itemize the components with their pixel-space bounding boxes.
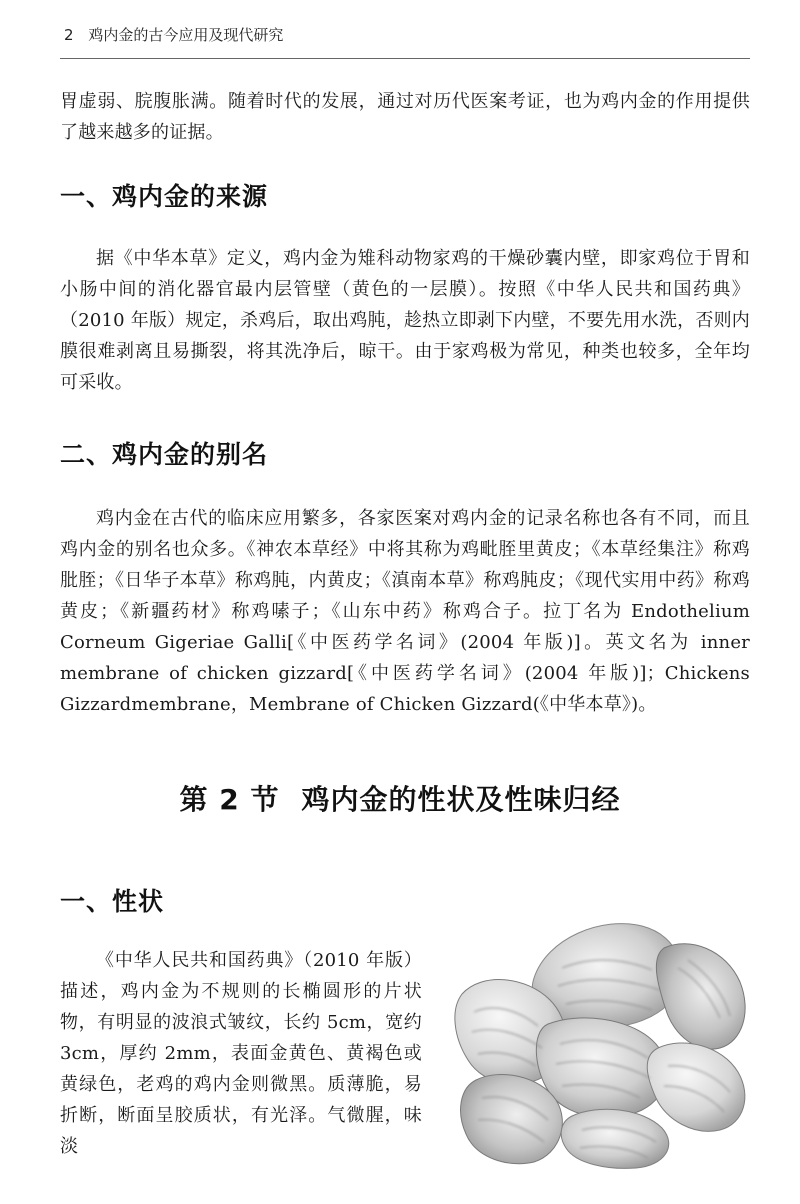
- section-heading-aliases: 二、鸡内金的别名: [60, 440, 269, 469]
- intro-paragraph: 胃虚弱、脘腹胀满。随着时代的发展，通过对历代医案考证，也为鸡内金的作用提供了越来越多的证据。: [60, 91, 750, 143]
- section-heading-properties: 一、性状: [60, 887, 165, 916]
- running-header: [64, 22, 283, 48]
- properties-paragraph: 《中华人民共和国药典》（2010 年版）描述，鸡内金为不规则的长椭圆形的片状物，有明显的波浪式皱纹，长约 5cm，宽约 3cm，厚约 2mm，表面金黄色、黄褐色或黄绿色，老鸡的鸡内金则微黑。质薄脆，易折断，断面呈胶质状，有光泽。气微腥，味淡: [60, 950, 422, 1157]
- chapter-section-title: 鸡内金的性状及性味归经: [301, 783, 621, 816]
- book-title: 鸡内金的古今应用及现代研究: [88, 26, 284, 44]
- chicken-gizzard-photo: [452, 908, 752, 1170]
- source-paragraph: 据《中华本草》定义，鸡内金为雉科动物家鸡的干燥砂囊内壁，即家鸡位于胃和小肠中间的消化器官最内层管壁（黄色的一层膜）。按照《中华人民共和国药典》（2010 年版）规定，杀鸡后，取出鸡肫，趁热立即剥下内壁，不要先用水洗，否则内膜很难剥离且易撕裂，将其洗净后，晾干。由于家鸡极为常见，种类也较多，全年均可采收。: [60, 248, 750, 393]
- aliases-paragraph: 鸡内金在古代的临床应用繁多，各家医案对鸡内金的记录名称也各有不同，而且鸡内金的别名也众多。《神农本草经》中将其称为鸡毗胵里黄皮；《本草经集注》称鸡肶胵；《日华子本草》称鸡肫，内黄皮；《滇南本草》称鸡肫皮；《现代实用中药》称鸡黄皮；《新疆药材》称鸡嗉子；《山东中药》称鸡合子。拉丁名为 Endothelium Corneum Gigeriae Galli[《中医药学名词》(2004 年版)]。英文名为 inner membrane of chicken gizzard[《中医药学名词》(2004 年版)]；Chickens Gizzardmembrane，Membrane of Chicken Gizzard(《中华本草》)。: [60, 508, 750, 715]
- chapter-section-label: 第 2 节: [179, 783, 280, 816]
- section-heading-source: 一、鸡内金的来源: [60, 182, 269, 211]
- chapter-section-heading: [0, 780, 800, 820]
- header-rule: [60, 58, 750, 59]
- page-number: 2: [64, 26, 74, 44]
